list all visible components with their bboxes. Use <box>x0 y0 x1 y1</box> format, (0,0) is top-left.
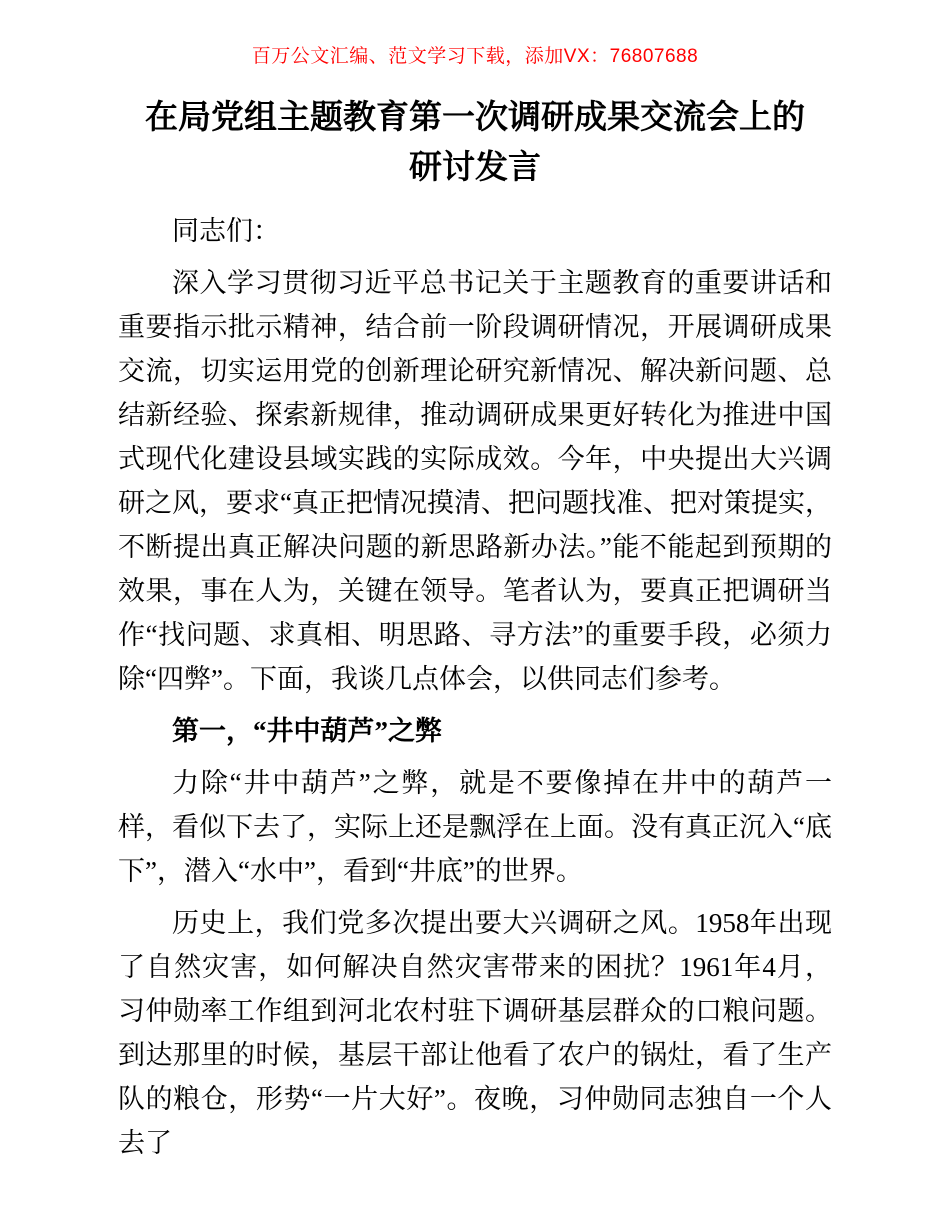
paragraph-intro: 深入学习贯彻习近平总书记关于主题教育的重要讲话和重要指示批示精神，结合前一阶段调研情况，开展调研成果交流，切实运用党的创新理论研究新情况、解决新问题、总结新经验、探索新规律，推动调研成果更好转化为推进中国式现代化建设县域实践的实际成效。今年，中央提出大兴调研之风，要求“真正把情况摸清、把问题找准、把对策提实，不断提出真正解决问题的新思路新办法。”能不能起到预期的效果，事在人为，关键在领导。笔者认为，要真正把调研当作“找问题、求真相、明思路、寻方法”的重要手段，必须力除“四弊”。下面，我谈几点体会，以供同志们参考。 <box>118 268 832 694</box>
document-title: 在局党组主题教育第一次调研成果交流会上的研讨发言 <box>145 98 805 185</box>
section-heading-first: 第一，“井中葫芦”之弊 <box>172 716 442 746</box>
salutation: 同志们： <box>172 216 280 246</box>
paragraph-gourd-explanation: 力除“井中葫芦”之弊，就是不要像掉在井中的葫芦一样，看似下去了，实际上还是飘浮在上面。没有真正沉入“底下”，潜入“水中”，看到“井底”的世界。 <box>118 768 832 886</box>
paragraph-history: 历史上，我们党多次提出要大兴调研之风。1958年出现了自然灾害，如何解决自然灾害带来的困扰？1961年4月，习仲勋率工作组到河北农村驻下调研基层群众的口粮问题。到达那里的时候，基层干部让他看了农户的锅灶，看了生产队的粮仓，形势“一片大好”。夜晚，习仲勋同志独自一个人去了 <box>118 908 832 1158</box>
promo-banner-text: 百万公文汇编、范文学习下载，添加VX：76807688 <box>251 46 699 67</box>
